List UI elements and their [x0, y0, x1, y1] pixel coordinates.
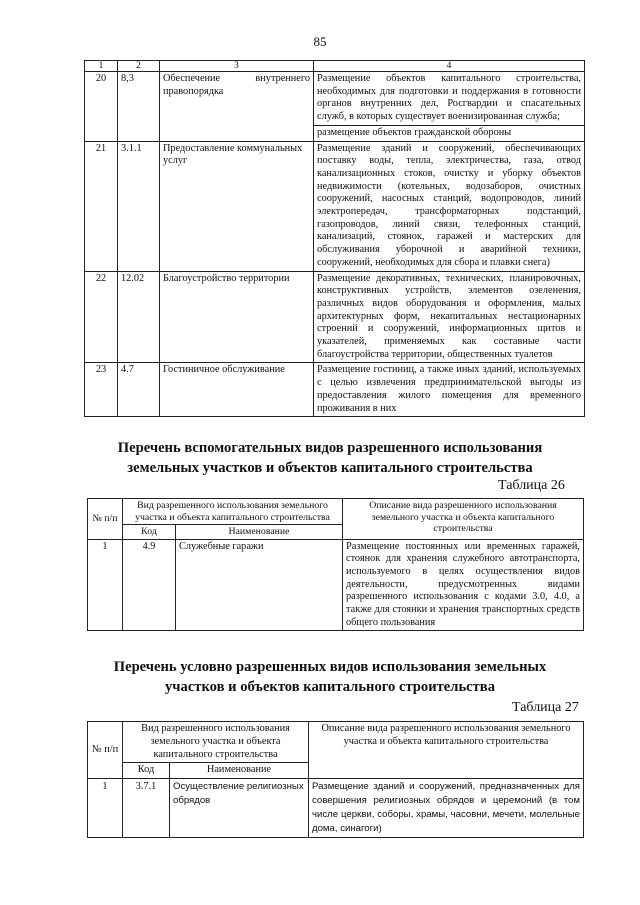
auxiliary-uses-table [87, 498, 584, 631]
heading-line: земельных участков и объектов капитального строительства [127, 460, 533, 476]
conditional-uses-table [87, 721, 584, 838]
table-row [85, 363, 585, 417]
row-name: Осуществление религиозных обрядов [170, 779, 309, 838]
row-description: Размещение объектов капитального строительства, необходимых для подготовки и поддержания в готовности органов внутренних дел, Росгвардии и спасательных служб, в которых существует военизированная служба; [317, 73, 581, 123]
row-description-extra: размещение объектов гражданской обороны [314, 125, 584, 141]
table-row [88, 779, 584, 838]
row-name: Служебные гаражи [176, 539, 343, 631]
header-code: Код [123, 525, 176, 540]
col-number-2: 2 [118, 61, 160, 72]
header-code: Код [123, 763, 170, 779]
row-num: 23 [85, 363, 118, 417]
row-name: Благоустройство территории [160, 271, 314, 363]
row-description: Размещение зданий и сооружений, обеспечивающих поставку воды, тепла, электричества, газа, отвод канализационных стоков, очистку и уборку объектов недвижимости (котельных, водозаборов, очистных сооружений, насосных станций, водопроводов, линий электропередач, трансформаторных подстанций, газопроводов, линий связи, телефонных станций, канализаций, стоянок, гаражей и мастерских для обслуживания уборочной и аварийной техники, сооружений, необходимых для сбора и плавки снега) [314, 141, 585, 271]
section-heading-conditional [60, 657, 600, 697]
col-number-3: 3 [160, 61, 314, 72]
header-description: Описание вида разрешенного использования земельного участка и объекта капитального строительства [343, 499, 584, 540]
row-code: 12.02 [118, 271, 160, 363]
row-code: 4.9 [123, 539, 176, 631]
row-description: Размещение декоративных, технических, планировочных, конструктивных устройств, элементов озеленения, различных видов оборудования и оформления, малых архитектурных форм, некапитальных нестационарных строений и сооружений, информационных щитов и указателей, применяемых как составные части благоустройства территории, общественных туалетов [314, 271, 585, 363]
table-header-row [88, 722, 584, 763]
row-num: 1 [88, 539, 123, 631]
heading-line: Перечень вспомогательных видов разрешенного использования [117, 440, 543, 456]
table-header-row [88, 499, 584, 525]
table-label-27: Таблица 27 [512, 700, 579, 715]
col-number-1: 1 [85, 61, 118, 72]
section-heading-auxiliary [60, 438, 600, 478]
row-name: Предоставление коммунальных услуг [160, 141, 314, 271]
heading-line: Перечень условно разрешенных видов использования земельных [113, 659, 547, 675]
table-row [85, 72, 585, 142]
table-label-26: Таблица 26 [498, 478, 565, 493]
row-num: 21 [85, 141, 118, 271]
header-num: № п/п [88, 722, 123, 779]
row-name: Гостиничное обслуживание [160, 363, 314, 417]
row-code: 3.7.1 [123, 779, 170, 838]
table-row [88, 539, 584, 631]
row-num: 1 [88, 779, 123, 838]
row-code: 3.1.1 [118, 141, 160, 271]
row-num: 22 [85, 271, 118, 363]
row-description-cell [314, 72, 585, 142]
table-row [85, 141, 585, 271]
header-name: Наименование [170, 763, 309, 779]
column-number-row [85, 61, 585, 72]
row-description: Размещение постоянных или временных гаражей, стоянок для хранения служебного автотранспорта, используемого в целях осуществления видов деятельности, предусмотренных видами разрешенного использования с кодами 3.0, 4.0, а также для стоянки и хранения транспортных средств общего пользования [343, 539, 584, 631]
page-number: 85 [313, 34, 327, 49]
row-num: 20 [85, 72, 118, 142]
header-description: Описание вида разрешенного использования земельного участка и объекта капитального строительства [309, 722, 584, 779]
header-name: Наименование [176, 525, 343, 540]
table-row [85, 271, 585, 363]
header-num: № п/п [88, 499, 123, 540]
row-description: Размещение зданий и сооружений, предназначенных для совершения религиозных обрядов и церемоний (в том числе церкви, соборы, храмы, часовни, мечети, молельные дома, синагоги) [309, 779, 584, 838]
row-description: Размещение гостиниц, а также иных зданий, используемых с целью извлечения предпринимательской выгоды из предоставления жилого помещения для временного проживания в них [314, 363, 585, 417]
row-name: Обеспечение внутреннего правопорядка [160, 72, 314, 142]
row-code: 4.7 [118, 363, 160, 417]
header-kind: Вид разрешенного использования земельного участка и объекта капитального строительства [123, 499, 343, 525]
col-number-4: 4 [314, 61, 585, 72]
heading-line: участков и объектов капитального строительства [165, 679, 495, 695]
row-code: 8,3 [118, 72, 160, 142]
land-use-table-continuation [84, 60, 585, 417]
header-kind: Вид разрешенного использования земельного участка и объекта капитального строительства [123, 722, 309, 763]
